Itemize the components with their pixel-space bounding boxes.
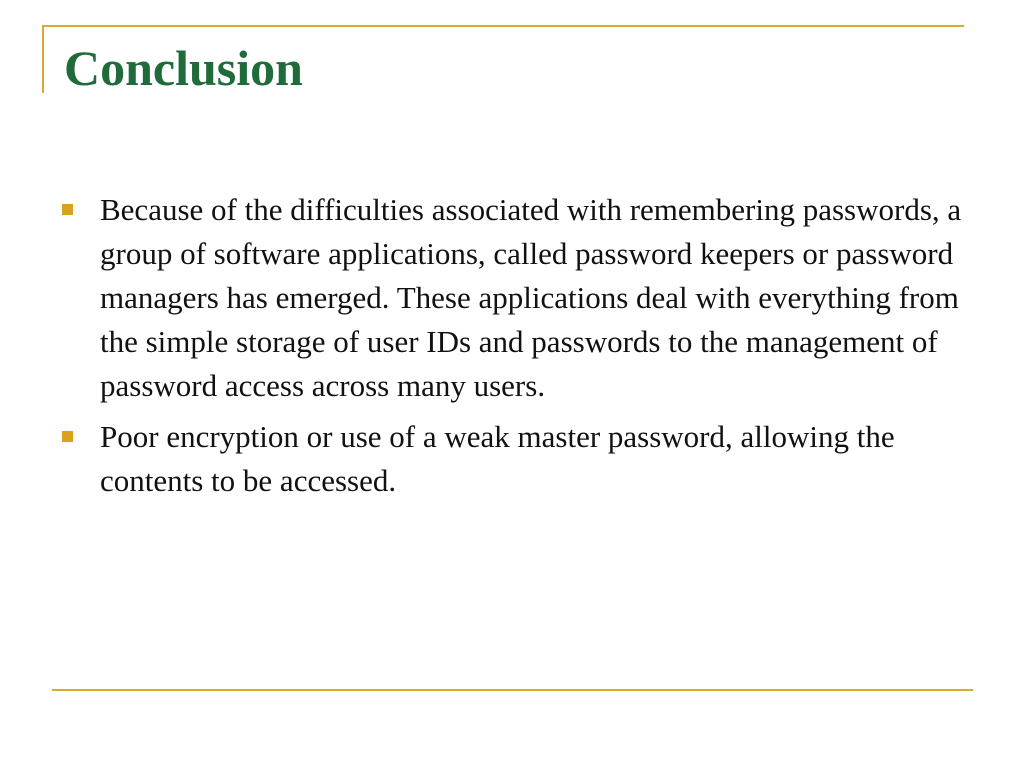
- bullet-text: Poor encryption or use of a weak master password, allowing the contents to be accessed.: [100, 419, 895, 498]
- bullet-item: [62, 188, 962, 408]
- bullet-text: Because of the difficulties associated with remembering passwords, a group of software applications, called password keepers or password managers has emerged. These applications deal with everything from the simple storage of user IDs and passwords to the management of password access across many users.: [100, 192, 962, 403]
- square-bullet-icon: [62, 204, 73, 215]
- square-bullet-icon: [62, 431, 73, 442]
- bottom-accent-line: [52, 689, 973, 691]
- top-accent-line: [43, 25, 964, 27]
- slide-title: Conclusion: [64, 40, 303, 96]
- left-accent-line: [42, 25, 44, 93]
- bullet-item: [62, 415, 962, 503]
- bullet-list: [62, 188, 962, 510]
